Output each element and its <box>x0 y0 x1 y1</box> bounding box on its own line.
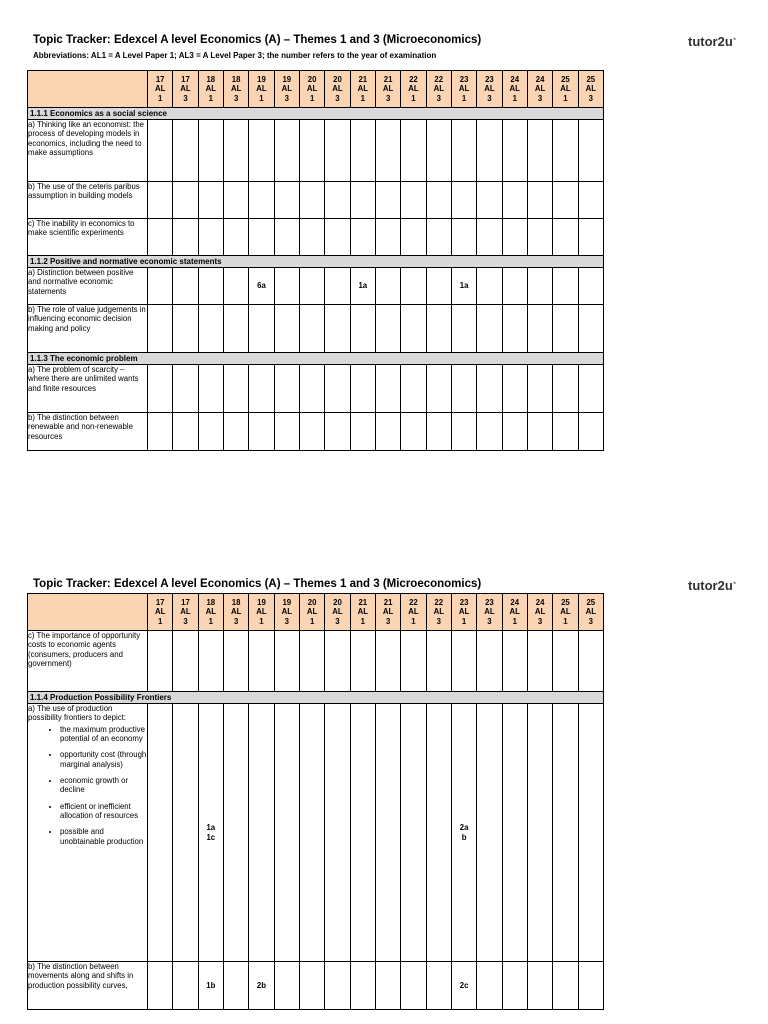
question-cell <box>325 305 350 353</box>
question-cell <box>477 120 502 182</box>
question-cell <box>426 962 451 1010</box>
question-cell <box>451 120 476 182</box>
question-cell <box>274 219 299 256</box>
question-reference: 1a <box>459 281 469 291</box>
exam-column-header: 22 AL 1 <box>401 71 426 108</box>
question-cell <box>148 365 173 413</box>
question-cell <box>274 120 299 182</box>
question-reference: 1c <box>206 832 216 842</box>
question-cell <box>299 120 324 182</box>
question-cell <box>477 365 502 413</box>
question-cell <box>223 120 248 182</box>
topic-tracker-table <box>27 593 604 1010</box>
question-cell <box>249 365 274 413</box>
question-cell <box>249 631 274 692</box>
topic-bullet: • the maximum productive potential of an economy <box>60 725 147 744</box>
question-cell <box>299 305 324 353</box>
question-cell <box>375 413 400 451</box>
question-cell <box>299 365 324 413</box>
question-cell <box>249 268 274 305</box>
question-cell <box>553 120 578 182</box>
question-cell <box>527 305 552 353</box>
question-cell <box>173 365 198 413</box>
question-cell <box>299 631 324 692</box>
question-cell <box>527 413 552 451</box>
topic-bullet: • possible and unobtainable production <box>60 827 147 846</box>
question-reference: 1b <box>206 980 216 990</box>
question-cell <box>198 268 223 305</box>
question-cell <box>553 268 578 305</box>
topic-bullet: • opportunity cost (through marginal analysis) <box>60 750 147 769</box>
exam-column-header: 17 AL 3 <box>173 71 198 108</box>
question-cell <box>198 120 223 182</box>
question-cell <box>477 631 502 692</box>
question-cell <box>477 704 502 962</box>
question-cell <box>325 182 350 219</box>
exam-column-header: 21 AL 3 <box>375 594 400 631</box>
question-cell <box>198 962 223 1010</box>
question-cell <box>325 268 350 305</box>
topic-description <box>28 962 148 1010</box>
question-cell <box>451 631 476 692</box>
topic-label: b) The distinction between renewable and non-renewable resources <box>28 413 133 441</box>
question-cell <box>375 631 400 692</box>
question-cell <box>274 631 299 692</box>
question-cell <box>350 704 375 962</box>
question-cell <box>451 413 476 451</box>
exam-column-header: 19 AL 3 <box>274 71 299 108</box>
question-cell <box>527 268 552 305</box>
question-cell <box>198 704 223 962</box>
exam-column-header: 19 AL 3 <box>274 594 299 631</box>
question-cell <box>578 182 603 219</box>
question-cell <box>148 219 173 256</box>
topic-row <box>28 120 604 182</box>
question-cell <box>350 962 375 1010</box>
question-cell <box>299 704 324 962</box>
exam-column-header: 19 AL 1 <box>249 71 274 108</box>
question-cell <box>502 413 527 451</box>
topic-label: a) The use of production possibility frontiers to depict: <box>28 704 126 723</box>
question-cell <box>401 413 426 451</box>
question-cell <box>148 631 173 692</box>
section-heading: 1.1.2 Positive and normative economic statements <box>28 256 604 268</box>
question-reference: b <box>461 832 467 842</box>
question-cell <box>375 704 400 962</box>
topic-row <box>28 631 604 692</box>
question-cell <box>249 182 274 219</box>
exam-column-header: 25 AL 1 <box>553 71 578 108</box>
tutor2u-logo: tutor2u● <box>688 578 737 593</box>
question-cell <box>325 631 350 692</box>
header-corner-cell <box>28 594 148 631</box>
question-cell <box>401 962 426 1010</box>
topic-tracker-table <box>27 70 604 451</box>
question-cell <box>299 268 324 305</box>
exam-column-header: 18 AL 1 <box>198 594 223 631</box>
topic-description <box>28 268 148 305</box>
question-cell <box>223 182 248 219</box>
question-cell <box>426 182 451 219</box>
question-cell <box>223 305 248 353</box>
question-cell <box>451 305 476 353</box>
question-cell <box>426 704 451 962</box>
topic-row <box>28 365 604 413</box>
question-cell <box>426 120 451 182</box>
question-cell <box>198 219 223 256</box>
exam-column-header: 20 AL 3 <box>325 71 350 108</box>
question-cell <box>249 219 274 256</box>
question-cell <box>401 631 426 692</box>
topic-row <box>28 268 604 305</box>
question-cell <box>502 704 527 962</box>
question-cell <box>223 268 248 305</box>
question-cell <box>173 704 198 962</box>
question-cell <box>553 413 578 451</box>
question-cell <box>578 365 603 413</box>
section-heading: 1.1.1 Economics as a social science <box>28 108 604 120</box>
question-cell <box>274 413 299 451</box>
topic-bullet-list <box>28 725 147 846</box>
exam-column-header: 25 AL 3 <box>578 71 603 108</box>
exam-column-header: 23 AL 1 <box>451 71 476 108</box>
topic-row <box>28 219 604 256</box>
question-cell <box>274 962 299 1010</box>
exam-column-header: 25 AL 1 <box>553 594 578 631</box>
question-reference: 2a <box>459 823 469 833</box>
exam-column-header: 18 AL 1 <box>198 71 223 108</box>
question-cell <box>173 962 198 1010</box>
question-cell <box>477 413 502 451</box>
question-cell <box>401 305 426 353</box>
topic-description <box>28 219 148 256</box>
section-row <box>28 256 604 268</box>
question-cell <box>502 962 527 1010</box>
topic-row <box>28 182 604 219</box>
topic-bullet: • efficient or inefficient allocation of resources <box>60 802 147 821</box>
question-cell <box>451 219 476 256</box>
question-cell <box>249 962 274 1010</box>
question-cell <box>223 704 248 962</box>
question-cell <box>350 268 375 305</box>
question-reference: 1a <box>358 281 368 291</box>
abbreviations-note: Abbreviations: AL1 = A Level Paper 1; AL3 = A Level Paper 3; the number refers to the year of examination <box>33 51 437 60</box>
question-cell <box>223 219 248 256</box>
question-cell <box>249 120 274 182</box>
topic-label: b) The use of the ceteris paribus assumption in building models <box>28 182 140 201</box>
section-heading: 1.1.4 Production Possibility Frontiers <box>28 692 604 704</box>
exam-column-header: 20 AL 3 <box>325 594 350 631</box>
question-cell <box>223 413 248 451</box>
exam-column-header: 17 AL 1 <box>148 71 173 108</box>
topic-description <box>28 704 148 962</box>
section-row <box>28 108 604 120</box>
question-cell <box>451 704 476 962</box>
page-title: Topic Tracker: Edexcel A level Economics (A) – Themes 1 and 3 (Microeconomics) <box>33 578 482 590</box>
question-cell <box>249 704 274 962</box>
question-cell <box>350 305 375 353</box>
question-cell <box>477 962 502 1010</box>
question-cell <box>477 182 502 219</box>
question-cell <box>527 704 552 962</box>
question-cell <box>375 219 400 256</box>
question-cell <box>350 182 375 219</box>
question-cell <box>451 962 476 1010</box>
question-cell <box>299 219 324 256</box>
exam-column-header: 21 AL 3 <box>375 71 400 108</box>
question-cell <box>223 962 248 1010</box>
question-cell <box>274 268 299 305</box>
question-cell <box>198 305 223 353</box>
question-cell <box>527 182 552 219</box>
question-cell <box>502 365 527 413</box>
question-reference: 2b <box>256 980 267 990</box>
question-cell <box>502 631 527 692</box>
question-cell <box>401 120 426 182</box>
question-cell <box>553 305 578 353</box>
question-cell <box>426 631 451 692</box>
topic-label: a) Thinking like an economist: the process of developing models in economics, including the need to make assumptions <box>28 120 145 158</box>
question-cell <box>578 962 603 1010</box>
topic-label: a) Distinction between positive and normative economic statements <box>28 268 134 296</box>
question-cell <box>198 182 223 219</box>
question-cell <box>502 182 527 219</box>
question-cell <box>578 268 603 305</box>
question-cell <box>527 365 552 413</box>
question-cell <box>249 305 274 353</box>
question-cell <box>173 631 198 692</box>
exam-column-header: 24 AL 3 <box>527 71 552 108</box>
question-cell <box>401 268 426 305</box>
question-cell <box>578 120 603 182</box>
question-cell <box>477 268 502 305</box>
question-cell <box>325 120 350 182</box>
question-cell <box>426 268 451 305</box>
exam-column-header: 21 AL 1 <box>350 594 375 631</box>
question-cell <box>299 962 324 1010</box>
question-cell <box>148 182 173 219</box>
question-cell <box>375 120 400 182</box>
exam-column-header: 23 AL 3 <box>477 594 502 631</box>
question-cell <box>249 413 274 451</box>
exam-column-header: 24 AL 1 <box>502 594 527 631</box>
question-cell <box>198 413 223 451</box>
exam-column-header: 25 AL 3 <box>578 594 603 631</box>
question-cell <box>401 182 426 219</box>
question-cell <box>426 413 451 451</box>
header-row <box>28 594 604 631</box>
question-cell <box>325 219 350 256</box>
question-cell <box>173 413 198 451</box>
question-cell <box>148 268 173 305</box>
question-cell <box>502 219 527 256</box>
question-cell <box>350 120 375 182</box>
question-cell <box>173 305 198 353</box>
header-corner-cell <box>28 71 148 108</box>
question-cell <box>451 365 476 413</box>
question-cell <box>502 120 527 182</box>
question-cell <box>375 365 400 413</box>
section-row <box>28 353 604 365</box>
question-cell <box>350 219 375 256</box>
question-cell <box>426 219 451 256</box>
topic-label: c) The inability in economics to make scientific experiments <box>28 219 135 238</box>
question-cell <box>375 182 400 219</box>
question-cell <box>578 305 603 353</box>
page-title: Topic Tracker: Edexcel A level Economics (A) – Themes 1 and 3 (Microeconomics) <box>33 34 482 46</box>
question-cell <box>274 365 299 413</box>
question-cell <box>325 365 350 413</box>
question-cell <box>173 182 198 219</box>
question-cell <box>578 704 603 962</box>
topic-bullet: • economic growth or decline <box>60 776 147 795</box>
header-row <box>28 71 604 108</box>
question-cell <box>274 182 299 219</box>
topic-label: b) The role of value judgements in influencing economic decision making and policy <box>28 305 146 333</box>
exam-column-header: 19 AL 1 <box>249 594 274 631</box>
question-cell <box>578 413 603 451</box>
exam-column-header: 22 AL 3 <box>426 594 451 631</box>
question-cell <box>451 182 476 219</box>
question-cell <box>527 631 552 692</box>
question-cell <box>350 631 375 692</box>
topic-row <box>28 704 604 962</box>
question-cell <box>350 413 375 451</box>
question-cell <box>578 219 603 256</box>
question-reference: 1a <box>206 823 216 833</box>
exam-column-header: 24 AL 3 <box>527 594 552 631</box>
exam-column-header: 23 AL 1 <box>451 594 476 631</box>
topic-description <box>28 182 148 219</box>
topic-label: b) The distinction between movements along and shifts in production possibility curves, <box>28 962 134 990</box>
exam-column-header: 24 AL 1 <box>502 71 527 108</box>
exam-column-header: 21 AL 1 <box>350 71 375 108</box>
question-cell <box>553 704 578 962</box>
question-cell <box>173 219 198 256</box>
question-cell <box>502 268 527 305</box>
topic-description <box>28 305 148 353</box>
question-cell <box>148 962 173 1010</box>
question-cell <box>553 962 578 1010</box>
topic-row <box>28 305 604 353</box>
section-heading: 1.1.3 The economic problem <box>28 353 604 365</box>
question-cell <box>527 219 552 256</box>
question-cell <box>578 631 603 692</box>
question-cell <box>527 120 552 182</box>
exam-column-header: 22 AL 3 <box>426 71 451 108</box>
exam-column-header: 23 AL 3 <box>477 71 502 108</box>
topic-description <box>28 631 148 692</box>
question-cell <box>198 631 223 692</box>
question-cell <box>198 365 223 413</box>
question-cell <box>350 365 375 413</box>
question-cell <box>477 305 502 353</box>
question-cell <box>148 704 173 962</box>
question-cell <box>375 268 400 305</box>
question-cell <box>173 268 198 305</box>
question-cell <box>223 365 248 413</box>
topic-row <box>28 962 604 1010</box>
question-cell <box>401 365 426 413</box>
question-cell <box>553 631 578 692</box>
question-cell <box>375 962 400 1010</box>
question-cell <box>553 365 578 413</box>
question-cell <box>375 305 400 353</box>
question-cell <box>401 219 426 256</box>
question-reference: 6a <box>257 281 266 291</box>
question-cell <box>148 120 173 182</box>
exam-column-header: 17 AL 3 <box>173 594 198 631</box>
topic-label: c) The importance of opportunity costs to economic agents (consumers, producers and government) <box>28 631 141 669</box>
question-cell <box>325 962 350 1010</box>
exam-column-header: 18 AL 3 <box>223 71 248 108</box>
question-cell <box>477 219 502 256</box>
exam-column-header: 22 AL 1 <box>401 594 426 631</box>
question-cell <box>325 704 350 962</box>
question-cell <box>451 268 476 305</box>
topic-label: a) The problem of scarcity – where there are unlimited wants and finite resources <box>28 365 139 393</box>
question-cell <box>173 120 198 182</box>
exam-column-header: 20 AL 1 <box>299 594 324 631</box>
question-cell <box>401 704 426 962</box>
question-cell <box>274 704 299 962</box>
question-cell <box>148 413 173 451</box>
question-cell <box>223 631 248 692</box>
question-cell <box>502 305 527 353</box>
question-cell <box>553 182 578 219</box>
question-cell <box>274 305 299 353</box>
question-cell <box>325 413 350 451</box>
question-cell <box>426 305 451 353</box>
question-cell <box>527 962 552 1010</box>
topic-row <box>28 413 604 451</box>
question-cell <box>299 413 324 451</box>
topic-description <box>28 413 148 451</box>
question-cell <box>299 182 324 219</box>
topic-description <box>28 365 148 413</box>
question-cell <box>553 219 578 256</box>
section-row <box>28 692 604 704</box>
exam-column-header: 18 AL 3 <box>223 594 248 631</box>
question-cell <box>148 305 173 353</box>
question-cell <box>426 365 451 413</box>
exam-column-header: 17 AL 1 <box>148 594 173 631</box>
question-reference: 2c <box>459 980 469 990</box>
exam-column-header: 20 AL 1 <box>299 71 324 108</box>
tutor2u-logo: tutor2u● <box>688 34 737 49</box>
topic-description <box>28 120 148 182</box>
